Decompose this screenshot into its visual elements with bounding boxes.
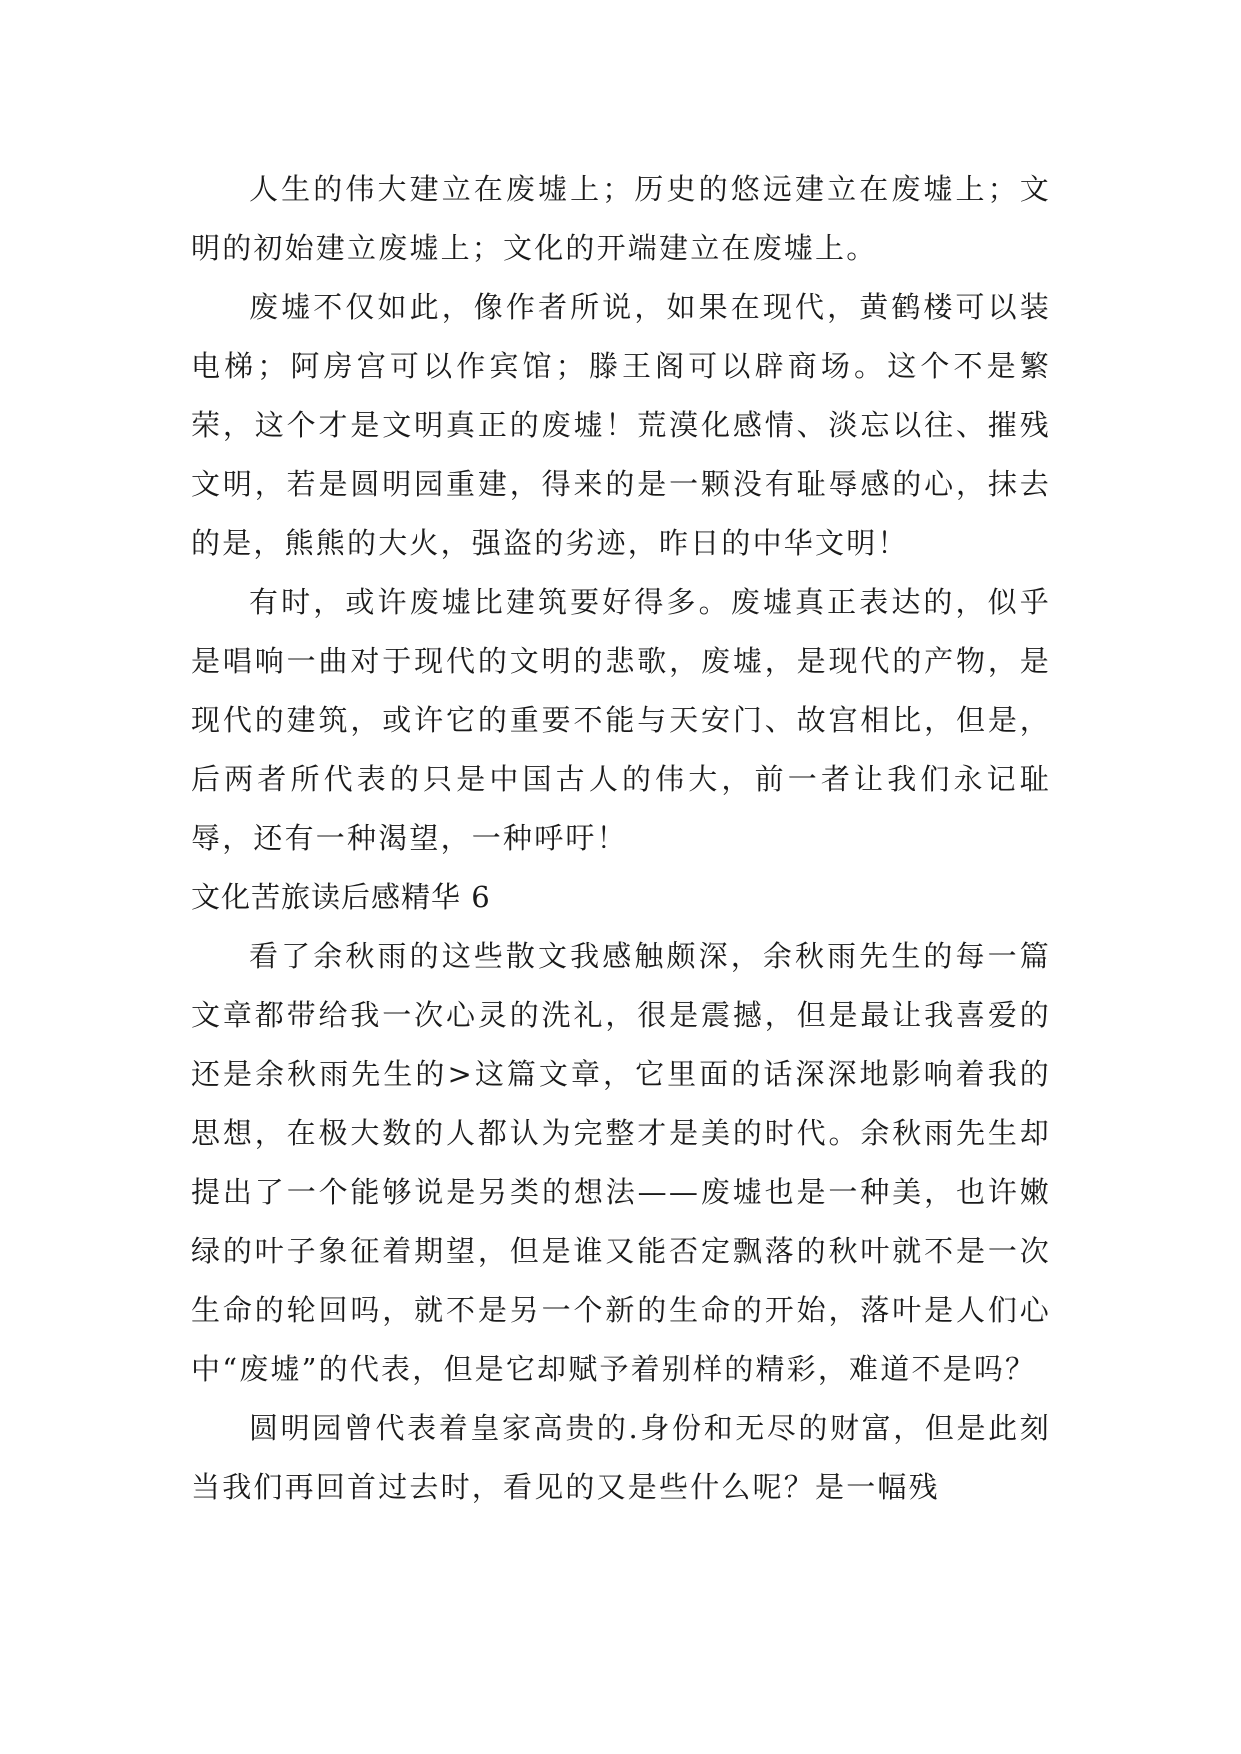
document-page: [191, 160, 1051, 1517]
paragraph: 人生的伟大建立在废墟上；历史的悠远建立在废墟上；文明的初始建立废墟上；文化的开端建立在废墟上。: [191, 172, 1051, 265]
paragraph: 有时，或许废墟比建筑要好得多。废墟真正表达的，似乎是唱响一曲对于现代的文明的悲歌，废墟，是现代的产物，是现代的建筑，或许它的重要不能与天安门、故宫相比，但是，后两者所代表的只是中国古人的伟大，前一者让我们永记耻辱，还有一种渴望，一种呼吁！: [191, 585, 1051, 855]
paragraph: 废墟不仅如此，像作者所说，如果在现代，黄鹤楼可以装电梯；阿房宫可以作宾馆；滕王阁可以辟商场。这个不是繁荣，这个才是文明真正的废墟！荒漠化感情、淡忘以往、摧残文明，若是圆明园重建，得来的是一颗没有耻辱感的心，抹去的是，熊熊的大火，强盗的劣迹，昨日的中华文明！: [191, 290, 1051, 560]
paragraph: 看了余秋雨的这些散文我感触颇深，余秋雨先生的每一篇文章都带给我一次心灵的洗礼，很是震撼，但是最让我喜爱的还是余秋雨先生的>这篇文章，它里面的话深深地影响着我的思想，在极大数的人都认为完整才是美的时代。余秋雨先生却提出了一个能够说是另类的想法——废墟也是一种美，也许嫩绿的叶子象征着期望，但是谁又能否定飘落的秋叶就不是一次生命的轮回吗，就不是另一个新的生命的开始，落叶是人们心中“废墟”的代表，但是它却赋予着别样的精彩，难道不是吗？: [191, 939, 1051, 1386]
section-heading: 文化苦旅读后感精华 6: [191, 880, 491, 914]
paragraph: 圆明园曾代表着皇家高贵的.身份和无尽的财富，但是此刻当我们再回首过去时，看见的又是些什么呢？是一幅残: [191, 1411, 1051, 1504]
